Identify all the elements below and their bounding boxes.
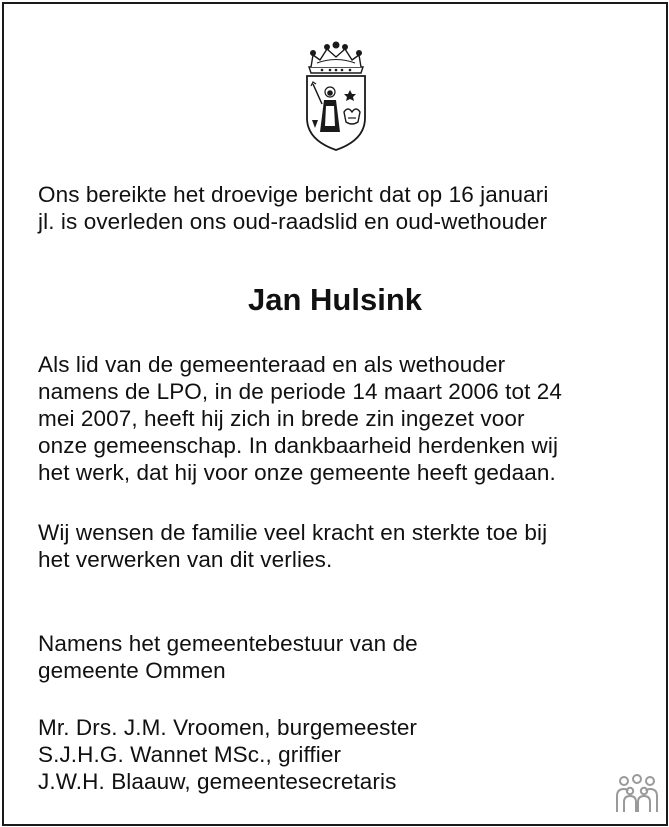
- intro-line: jl. is overleden ons oud-raadslid en oud-wethouder: [38, 209, 548, 234]
- family-people-icon: [613, 774, 661, 814]
- condolence-line: het verwerken van dit verlies.: [38, 547, 333, 572]
- tribute-line: onze gemeenschap. In dankbaarheid herdenken wij: [38, 433, 559, 458]
- on-behalf-line: Namens het gemeentebestuur van de: [38, 631, 418, 656]
- tribute-line: namens de LPO, in de periode 14 maart 2006 tot 24: [38, 379, 562, 404]
- signatories-list: [38, 714, 417, 795]
- on-behalf-line: gemeente Ommen: [38, 658, 226, 683]
- intro-paragraph: [38, 181, 548, 235]
- tribute-line: mei 2007, heeft hij zich in brede zin ingezet voor: [38, 406, 525, 431]
- obituary-card: [2, 2, 668, 826]
- condolence-paragraph: [38, 519, 547, 573]
- on-behalf-paragraph: [38, 630, 418, 684]
- tribute-line: het werk, dat hij voor onze gemeente heeft gedaan.: [38, 460, 556, 485]
- deceased-name: Jan Hulsink: [248, 282, 422, 317]
- signatory: Mr. Drs. J.M. Vroomen, burgemeester: [38, 715, 418, 740]
- tribute-paragraph: [38, 351, 562, 486]
- condolence-line: Wij wensen de familie veel kracht en sterkte toe bij: [38, 520, 548, 545]
- intro-line: Ons bereikte het droevige bericht dat op 16 januari: [38, 182, 549, 207]
- municipal-coat-of-arms-icon: [300, 40, 372, 152]
- tribute-line: Als lid van de gemeenteraad en als wethouder: [38, 352, 506, 377]
- signatory: J.W.H. Blaauw, gemeentesecretaris: [38, 769, 397, 794]
- signatory: S.J.H.G. Wannet MSc., griffier: [38, 742, 342, 767]
